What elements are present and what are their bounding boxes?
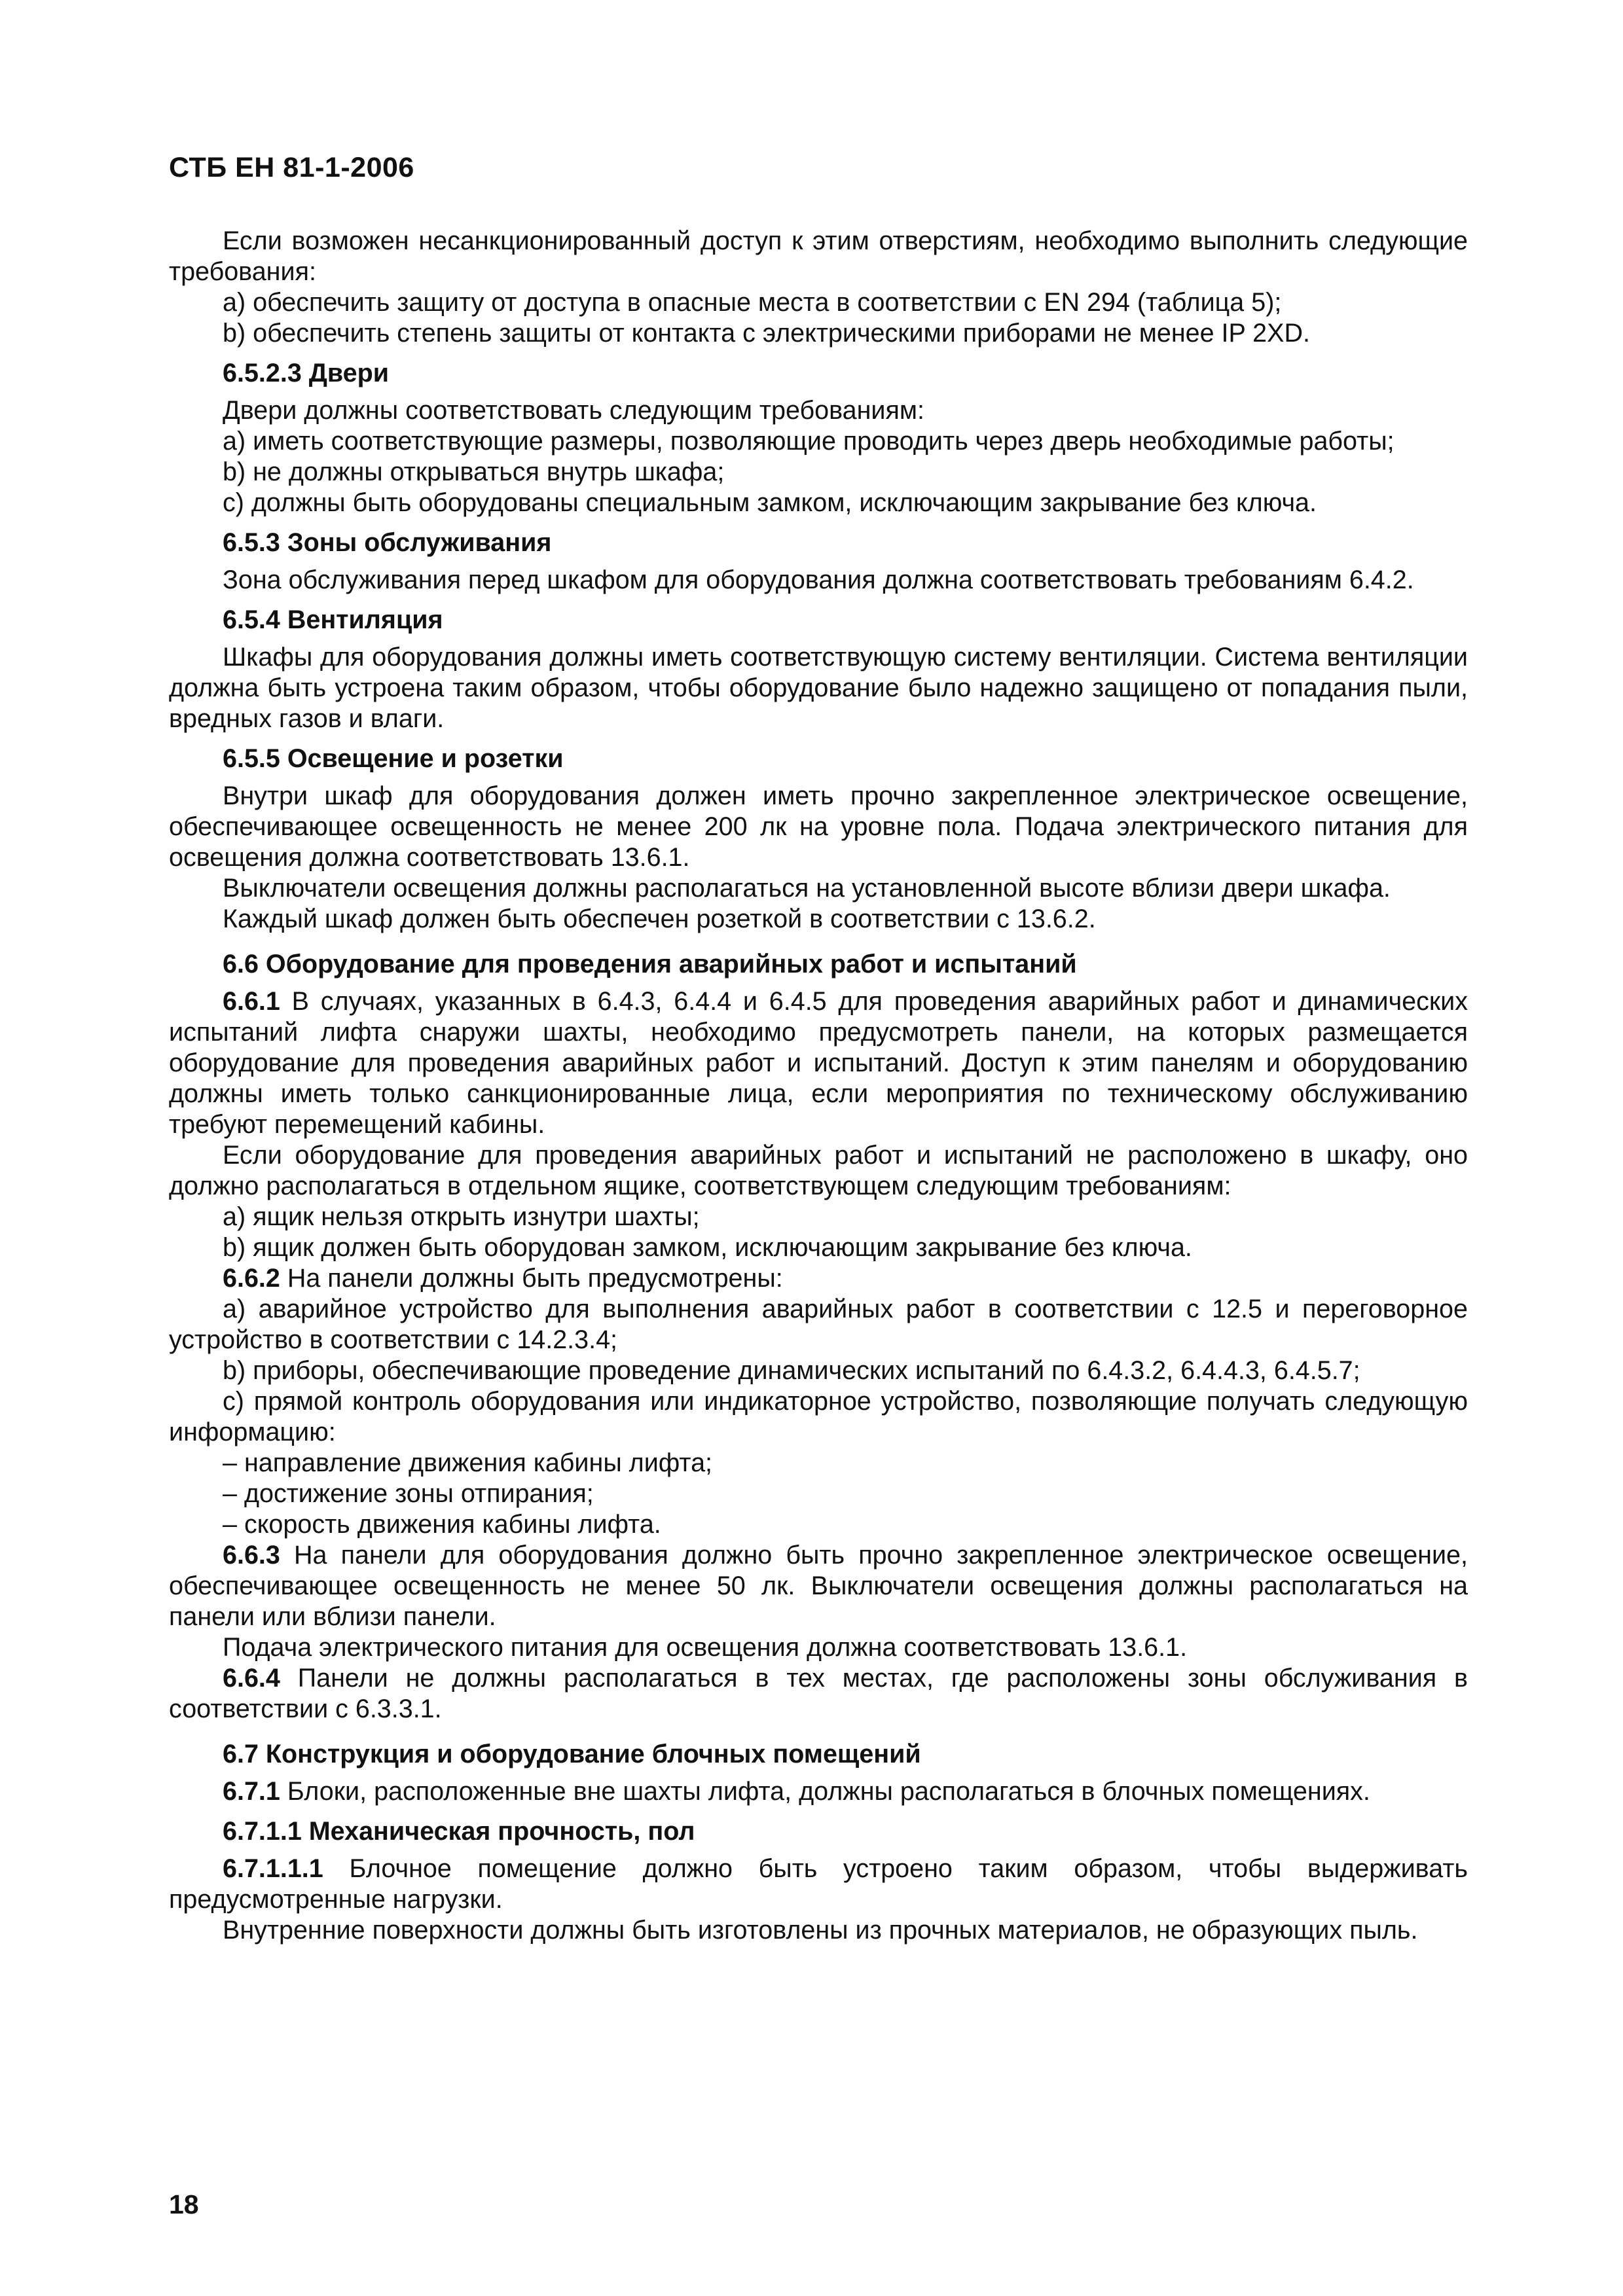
list-item: c) должны быть оборудованы специальным замком, исключающим закрывание без ключа.	[223, 488, 1317, 517]
page-number: 18	[169, 2189, 199, 2219]
list-item: – достижение зоны отпирания;	[223, 1479, 594, 1508]
clause-number: 6.6.3	[223, 1541, 280, 1570]
list-item: a) аварийное устройство для выполнения аварийных работ в соответствии с 12.5 и переговорное устройство в соответствии с 14.2.3.4;	[169, 1295, 1468, 1354]
section-heading: 6.5.3 Зоны обслуживания	[223, 528, 552, 557]
clause-text: На панели для оборудования должно быть прочно закрепленное электрическое освещение, обеспечивающее освещенность не менее 50 лк. Выключатели освещения должны располагаться на панели или вблизи панели.	[169, 1541, 1468, 1631]
paragraph: Внутри шкаф для оборудования должен иметь прочно закрепленное электрическое освещение, обеспечивающее освещенность не менее 200 лк на уровне пола. Подача электрического питания для освещения должна соответствовать 13.6.1.	[169, 781, 1468, 872]
clause-number: 6.6.4	[223, 1664, 280, 1693]
paragraph	[169, 1854, 1468, 1915]
list-item: – направление движения кабины лифта;	[223, 1448, 713, 1477]
paragraph	[169, 1776, 1468, 1807]
clause-number: 6.7.1	[223, 1777, 280, 1806]
paragraph: Если возможен несанкционированный доступ к этим отверстиям, необходимо выполнить следующие требования:	[169, 226, 1468, 286]
document-body	[169, 226, 1468, 1946]
section-heading: 6.6 Оборудование для проведения аварийных работ и испытаний	[223, 950, 1077, 978]
section-heading: 6.7 Конструкция и оборудование блочных помещений	[223, 1740, 921, 1768]
clause-text: На панели должны быть предусмотрены:	[280, 1264, 783, 1293]
section-heading: 6.5.4 Вентиляция	[223, 605, 443, 634]
paragraph: Зона обслуживания перед шкафом для оборудования должна соответствовать требованиям 6.4.2.	[223, 565, 1414, 594]
paragraph: Каждый шкаф должен быть обеспечен розеткой в соответствии с 13.6.2.	[223, 905, 1096, 933]
section-heading: 6.5.2.3 Двери	[223, 359, 390, 387]
paragraph: Внутренние поверхности должны быть изготовлены из прочных материалов, не образующих пыль.	[223, 1916, 1418, 1945]
paragraph: Двери должны соответствовать следующим требованиям:	[223, 396, 924, 425]
list-item: c) прямой контроль оборудования или индикаторное устройство, позволяющие получать следующую информацию:	[169, 1387, 1468, 1446]
clause-number: 6.6.2	[223, 1264, 280, 1293]
paragraph: Подача электрического питания для освещения должна соответствовать 13.6.1.	[223, 1633, 1188, 1662]
list-item: b) не должны открываться внутрь шкафа;	[223, 457, 725, 486]
list-item: a) иметь соответствующие размеры, позволяющие проводить через дверь необходимые работы;	[223, 427, 1395, 456]
clause-text: В случаях, указанных в 6.4.3, 6.4.4 и 6.4.5 для проведения аварийных работ и динамических испытаний лифта снаружи шахты, необходимо предусмотреть панели, на которых размещается оборудование для проведения аварийных работ и испытаний. Доступ к этим панелям и оборудованию должны иметь только санкционированные лица, если мероприятия по техническому обслуживанию требуют перемещений кабины.	[169, 987, 1468, 1139]
list-item: b) обеспечить степень защиты от контакта с электрическими приборами не менее IP 2XD.	[223, 319, 1310, 348]
paragraph: Если оборудование для проведения аварийных работ и испытаний не расположено в шкафу, оно должно располагаться в отдельном ящике, соответствующем следующим требованиям:	[169, 1141, 1468, 1200]
clause-text: Блочное помещение должно быть устроено таким образом, чтобы выдерживать предусмотренные нагрузки.	[169, 1854, 1468, 1914]
section-heading: 6.5.5 Освещение и розетки	[223, 744, 564, 773]
clause-text: Панели не должны располагаться в тех местах, где расположены зоны обслуживания в соответствии с 6.3.3.1.	[169, 1664, 1468, 1723]
list-item: b) ящик должен быть оборудован замком, исключающим закрывание без ключа.	[223, 1233, 1192, 1262]
list-item: – скорость движения кабины лифта.	[223, 1510, 661, 1539]
document-header: СТБ ЕН 81-1-2006	[169, 152, 414, 183]
paragraph	[169, 1540, 1468, 1632]
paragraph: Выключатели освещения должны располагаться на установленной высоте вблизи двери шкафа.	[223, 874, 1391, 903]
clause-number: 6.7.1.1.1	[223, 1854, 323, 1883]
list-item: a) обеспечить защиту от доступа в опасные места в соответствии с EN 294 (таблица 5);	[223, 288, 1282, 317]
paragraph	[169, 1663, 1468, 1725]
paragraph: Шкафы для оборудования должны иметь соответствующую систему вентиляции. Система вентиляции должна быть устроена таким образом, чтобы оборудование было надежно защищено от попадания пыли, вредных газов и влаги.	[169, 643, 1468, 733]
list-item: a) ящик нельзя открыть изнутри шахты;	[223, 1202, 700, 1231]
paragraph	[169, 1263, 1468, 1294]
clause-number: 6.6.1	[223, 987, 280, 1016]
list-item: b) приборы, обеспечивающие проведение динамических испытаний по 6.4.3.2, 6.4.4.3, 6.4.5.7;	[223, 1356, 1360, 1385]
clause-text: Блоки, расположенные вне шахты лифта, должны располагаться в блочных помещениях.	[280, 1777, 1370, 1806]
section-heading: 6.7.1.1 Механическая прочность, пол	[223, 1817, 695, 1846]
paragraph	[169, 986, 1468, 1140]
